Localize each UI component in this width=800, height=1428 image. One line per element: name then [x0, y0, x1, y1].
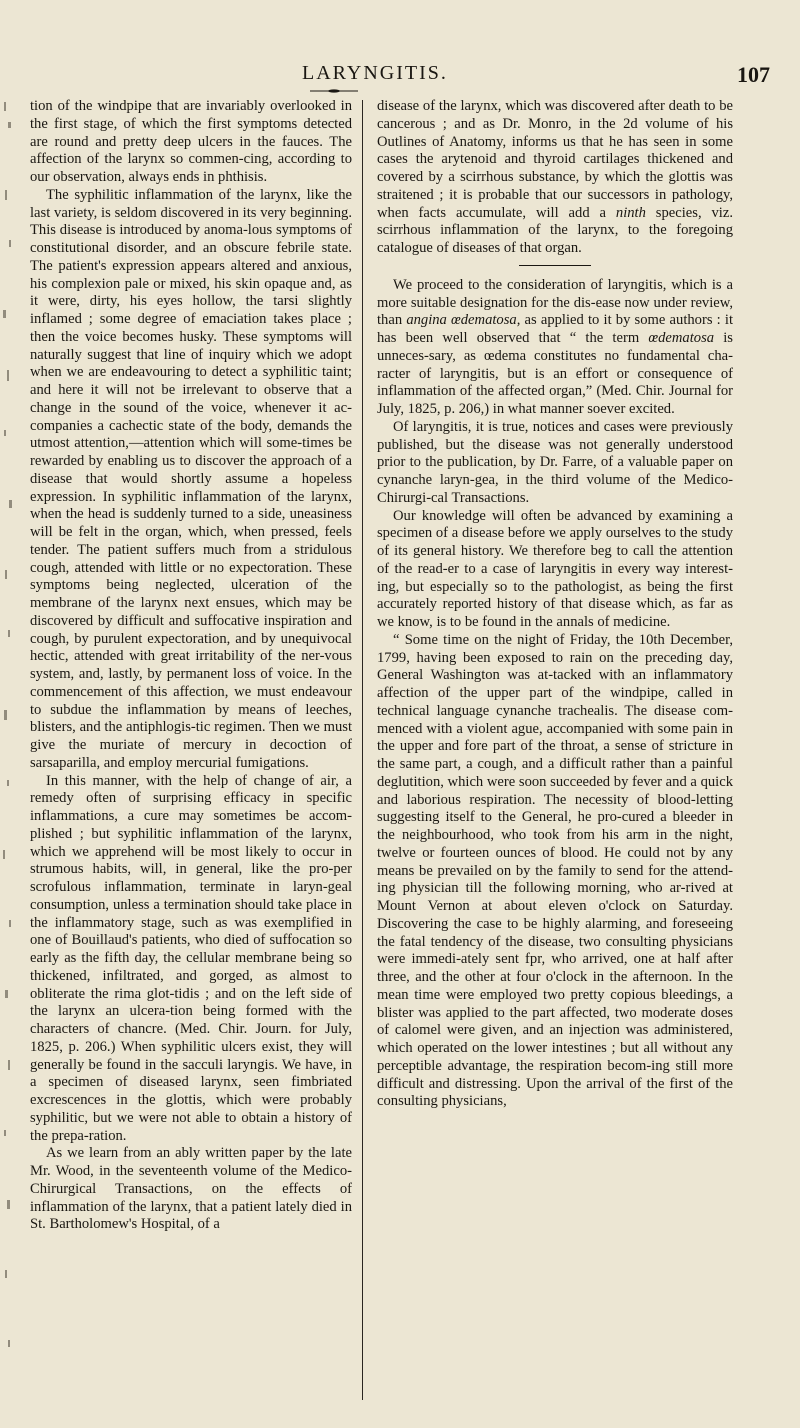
paragraph: Of laryngitis, it is true, notices and cases were previously published, but the disease was not generally understood prior to the publication, by Dr. Farre, of a valuable paper on cynanche laryn-gea, in the third volume of the Medico-Chirurgi-cal Transactions.: [377, 418, 733, 506]
running-title: LARYNGITIS.: [302, 62, 448, 84]
page-number: 107: [737, 62, 770, 87]
paragraph: In this manner, with the help of change of air, a remedy often of surprising efficacy in specific inflammations, a cure may sometimes be accom-plished ; but syphilitic inflammation of the larynx, which we apprehend will be most likely to occur in strumous habits, will, in general, like the pro-per scrofulous inflammation, terminate in laryn-geal consumption, unless a termination should take place in the inflammatory stage, such as was exemplified in one of Bouillaud's patients, who died of suffocation so early as the fifth day, the cellular membrane being so thickened, infiltrated, and gorged, as almost to obliterate the rima glot-tidis ; and on the left side of the larynx an ulcera-tion being formed with the characters of chancre. (Med. Chir. Journ. for July, 1825, p. 206.) When syphilitic ulcers exist, they will generally be found in the sacculi laryngis. We have, in a specimen of diseased larynx, seen fimbriated excrescences in the glottis, which were probably syphilitic, but we were not able to obtain a history of the prepa-ration.: [30, 772, 352, 1144]
paragraph: “ Some time on the night of Friday, the 10th December, 1799, having been exposed to rain on the preceding day, General Washington was at-tacked with an inflammatory affection of the upper part of the windpipe, called in technical language cynanche trachealis. The disease com-menced with a violent ague, accompanied with some pain in the upper and fore part of the throat, a sense of stricture in the same part, a cough, and a difficult rather than a painful deglutition, which were soon succeeded by fever and a quick and laborious respiration. The necessity of blood-letting suggesting itself to the General, he pro-cured a bleeder in the neighbourhood, who took from his arm in the night, twelve or fourteen ounces of blood. He could not by any means be prevailed on by the family to send for the attend-ing physician till the following morning, who ar-rived at Mount Vernon at about eleven o'clock on Saturday. Discovering the case to be highly alarming, and foreseeing the fatal tendency of the disease, two consulting physicians were immedi-ately sent fрr, who arrived, one at half after three, and the other at four o'clock in the afternoon. In the mean time were employed two pretty copious bleedings, a blister was applied to the part affected, two moderate doses of calomel were given, and an injection was administered, which operated on the lower intestines ; but all without any perceptible advantage, the respiration becom-ing still more difficult and distressing. Upon the arrival of the first of the consulting physicians,: [377, 631, 733, 1110]
text-run: disease of the larynx, which was discovered after death to be cancerous ; and as Dr. Monro, in the 2d volume of his Outlines of Anatomy, informs us that he has seen in some cases the arytenoid and thyroid cartilages thickened and covered by a scirrhous substance, by which the glottis was straitened ; it is probable that our successors in pathology, when facts accumulate, will add a: [377, 98, 733, 221]
paragraph: Our knowledge will often be advanced by examining a specimen of a disease before we apply ourselves to the study of its general history. We therefore beg to call the attention of the read-er to a case of laryngitis in every way interest-ing, but especially so to the pathologist, as being the first accurately reported history of that disease which, as far as we know, is to be found in the annals of medicine.: [377, 507, 733, 630]
paragraph: The syphilitic inflammation of the larynx, like the last variety, is seldom discovered in its very beginning. This disease is introduced by anoma-lous symptoms of constitutional disorder, and an obscure febrile state. The patient's expression appears altered and anxious, his complexion pale or mixed, his skin opaque and, as it were, dirty, his eyes hollow, the tarsi slightly inflamed ; some degree of emaciation takes place ; then the voice becomes husky. These symptoms will naturally suggest that line of inquiry which we adopt when we are endeavouring to detect a syphilitic taint; and here it will not be irrelevant to observe that a change in the sound of the voice, whenever it ac-companies a cachectic state of the body, demands the utmost attention,—attention which will some-times be rewarded by enabling us to discover the approach of a disease that would shortly assume a hopeless expression. In syphilitic inflammation of the larynx, when the head is suddenly turned to a side, uneasiness will be felt in the organ, which, when pressed, feels tender. The patient suffers much from a stridulous cough, attended with little or no expectoration. These symptoms being neglected, ulceration of the membrane of the larynx next ensues, which may be discovered by difficult and suffocative inspiration and cough, by purulent expectoration, and by unequivocal hectic, attended with great irritability of the ner-vous system, and, lastly, by permanent loss of voice. In the commencement of this affection, we must endeavour to subdue the inflammation by means of leeches, blisters, and the antiphlogis-tic regimen. Then we must give the muriate of mercury in decoction of sarsaparilla, and employ mercurial fumigations.: [30, 186, 352, 771]
text-run: is unneces-sary, as œdema constitutes no fundamental cha-racter of laryngitis, but is an effort or consequence of inflammation of the affected organ,” (Med. Chir. Journal for July, 1825, p. 206,) in what manner soever excited.: [377, 330, 733, 417]
left-column: [30, 98, 352, 1234]
paragraph: [377, 98, 733, 258]
paragraph: tion of the windpipe that are invariably overlooked in the first stage, of which the first symptoms detected are round and pretty deep ulcers in the fauces. The affection of the larynx so commen-cing, according to our observation, always ends in phthisis.: [30, 98, 352, 185]
italic-text: ninth: [615, 204, 646, 221]
paragraph: [377, 277, 733, 419]
paragraph: As we learn from an ably written paper by the late Mr. Wood, in the seventeenth volume of the Medico-Chirurgical Transactions, on the effects of inflammation of the larynx, that a patient lately died in St. Bartholomew's Hospital, of a: [30, 1145, 352, 1233]
binding-edge-marks: [0, 70, 28, 1420]
column-divider: [362, 100, 363, 1400]
header-ornament: [308, 88, 360, 94]
italic-text: angina œdematosa,: [406, 312, 521, 329]
text-run: as applied to it by some authors : it has been well observed that “ the term: [377, 312, 734, 346]
italic-text: œdematosa: [648, 330, 715, 346]
text-run: We proceed to the consideration of laryngitis, which is a more suitable designation for the dis-ease now under review, than: [377, 276, 733, 329]
section-separator: [519, 265, 591, 266]
right-column: [377, 98, 733, 1111]
text-run: species, viz. scirrhous inflammation of the larynx, to the foregoing catalogue of diseases of that organ.: [377, 204, 733, 256]
